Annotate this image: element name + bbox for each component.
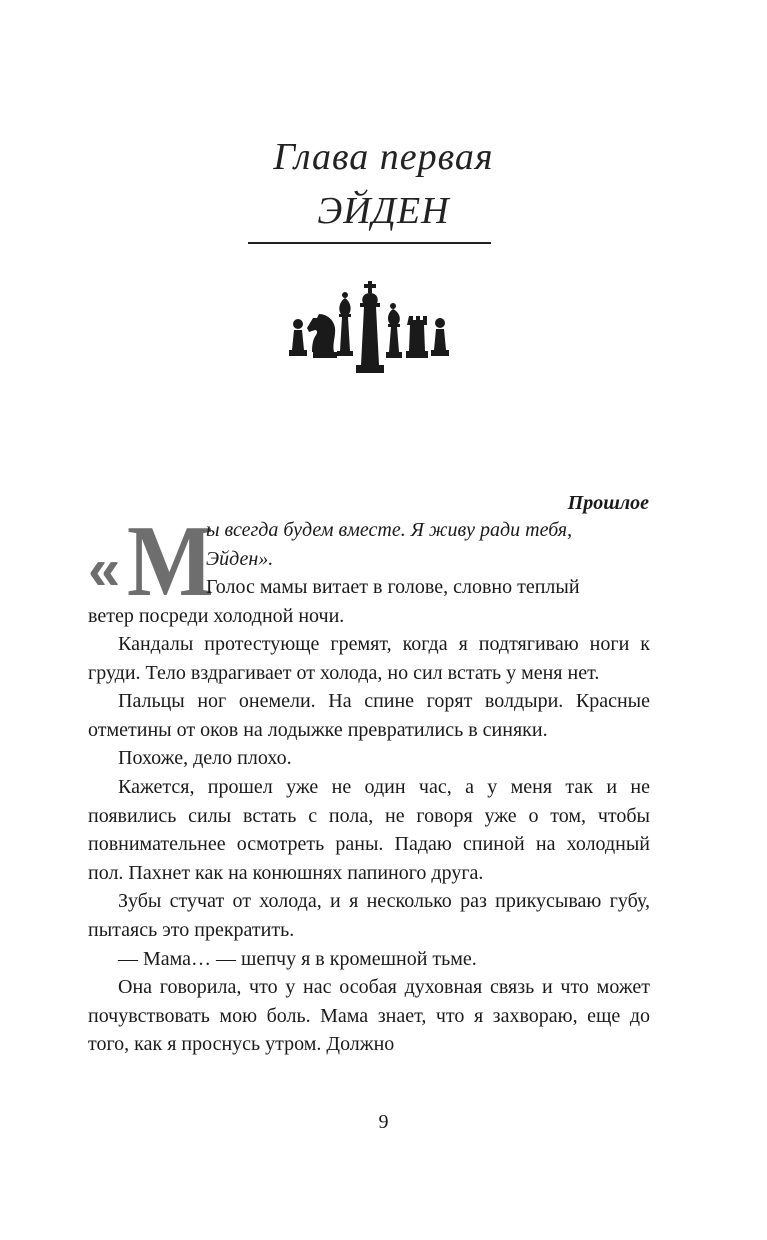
first-paragraph-rest: ветер посреди холодной ночи. [88,604,345,627]
section-label: Прошлое [567,492,649,514]
paragraph: Пальцы ног онемели. На спине горят волдыри. Красные отметины от оков на лодыжке превратились в синяки. [88,690,650,741]
title-divider [248,242,491,244]
chess-pieces-icon [285,278,455,380]
dropcap-letter: М [127,505,214,618]
first-paragraph-line-2: Эйден». [206,547,274,570]
paragraph: — Мама… — шепчу я в кромешной тьме. [118,947,477,970]
first-paragraph-line-1: ы всегда будем вместе. Я живу ради тебя, [206,519,573,541]
first-paragraph-line-3: Голос мамы витает в голове, словно теплый [206,576,580,599]
paragraph: Зубы стучат от холода, и я несколько раз прикусываю губу, пытаясь это прекратить. [88,890,650,941]
chapter-title [0,130,767,238]
paragraph: Кандалы протестующе гремят, когда я подтягиваю ноги к груди. Тело вздрагивает от холода, но сил встать у меня нет. [88,633,650,684]
paragraph: Похоже, дело плохо. [118,747,292,770]
paragraph: Кажется, прошел уже не один час, а у меня так и не появились силы встать с пола, не говоря уже о том, чтобы повнимательнее осмотреть раны. Падаю спиной на холодный пол. Пахнет как на конюшнях папиного друга. [88,775,650,884]
chapter-name: ЭЙДЕН [317,190,450,232]
body-text [88,516,650,630]
first-paragraph [88,516,650,630]
paragraph: Она говорила, что у нас особая духовная связь и что может почувствовать мою боль. Мама знает, что я захвораю, еще до того, как я проснусь утром. Должно [88,976,650,1056]
page-number: 9 [378,1111,389,1133]
paragraph-list [88,630,650,1059]
chapter-number: Глава первая [273,136,494,178]
dropcap-quote-mark: « [88,537,121,602]
